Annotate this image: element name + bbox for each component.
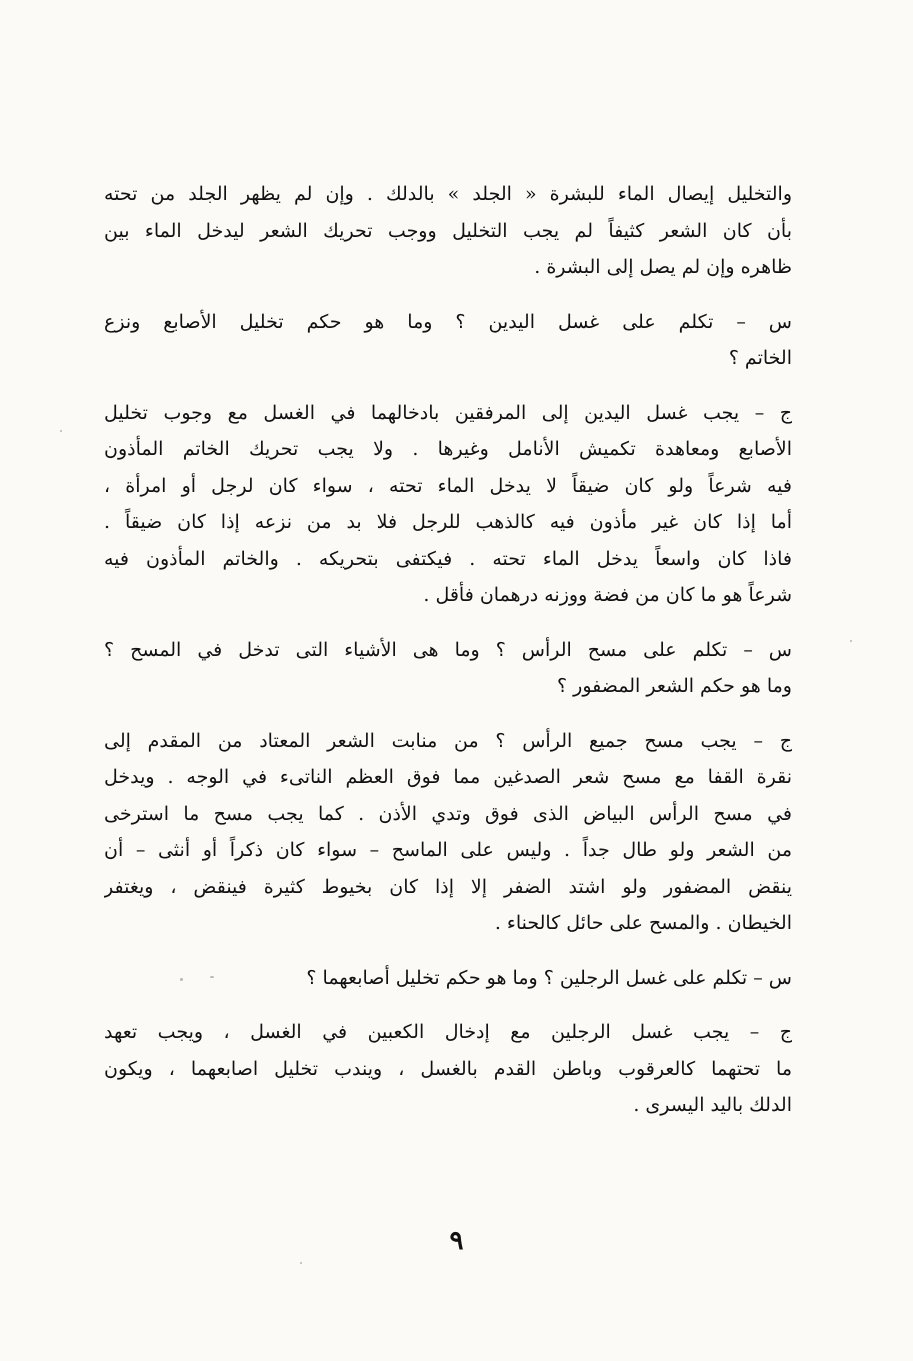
text-line: ما تحتهما كالعرقوب وباطن القدم بالغسل ، ويندب تخليل اصابعهما ، ويكون <box>104 1057 792 1080</box>
text-line: س – تكلم على مسح الرأس ؟ وما هى الأشياء التى تدخل في المسح ؟ <box>104 638 792 661</box>
text-line: ج – يجب غسل الرجلين مع إدخال الكعبين في الغسل ، ويجب تعهد <box>104 1021 792 1043</box>
page-body <box>104 176 792 1124</box>
text-line: فاذا كان واسعاً يدخل الماء تحته . فيكتفى بتحريكه . والخاتم المأذون فيه <box>104 547 792 570</box>
paper-speck <box>180 978 183 981</box>
text-line: بأن كان الشعر كثيفاً لم يجب التخليل ووجب تحريك الشعر ليدخل الماء بين <box>104 219 792 242</box>
answer-head <box>104 723 792 942</box>
paper-speck <box>850 640 852 642</box>
page-number: ٩ <box>449 1226 464 1256</box>
paper-speck <box>60 430 62 432</box>
text-line: أما إذا كان غير مأذون فيه كالذهب للرجل فلا بد من نزعه إذا كان ضيقاً . <box>104 511 792 533</box>
text-line: ينقض المضفور ولو اشتد الضفر إلا إذا كان بخيوط كثيرة فينقض ، ويغتفر <box>104 875 792 898</box>
paper-speck <box>210 976 214 978</box>
text-line: الدلك باليد اليسرى . <box>633 1094 792 1116</box>
paper-speck <box>300 1262 302 1264</box>
question-head <box>104 632 792 705</box>
text-line: س – تكلم على غسل الرجلين ؟ وما هو حكم تخليل أصابعهما ؟ <box>306 966 792 989</box>
text-line: الخيطان . والمسح على حائل كالحناء . <box>494 912 792 934</box>
text-line: والتخليل إيصال الماء للبشرة « الجلد » بالدلك . وإن لم يظهر الجلد من تحته <box>104 183 792 205</box>
text-line: من الشعر ولو طال جداً . وليس على الماسح – سواء كان ذكراً أو أنثى – أن <box>104 839 792 861</box>
text-line: في مسح الرأس البياض الذى فوق وتدي الأذن . كما يجب مسح ما استرخى <box>104 802 792 825</box>
text-line: فيه شرعاً ولو كان ضيقاً لا يدخل الماء تحته ، سواء كان لرجل أو امرأة ، <box>104 474 792 497</box>
text-line: الأصابع ومعاهدة تكميش الأنامل وغيرها . ولا يجب تحريك الخاتم المأذون <box>104 438 792 460</box>
paragraph-takhleel <box>104 176 792 286</box>
text-line: ظاهره وإن لم يصل إلى البشرة . <box>534 256 792 278</box>
answer-hands <box>104 395 792 614</box>
text-line: ج – يجب مسح جميع الرأس ؟ من منابت الشعر المعتاد من المقدم إلى <box>104 729 792 752</box>
text-line: وما هو حكم الشعر المضفور ؟ <box>557 675 792 697</box>
text-line: س – تكلم على غسل اليدين ؟ وما هو حكم تخليل الأصابع ونزع <box>104 310 792 333</box>
question-hands <box>104 304 792 377</box>
text-line: شرعاً هو ما كان من فضة ووزنه درهمان فأقل . <box>423 584 792 606</box>
text-line: الخاتم ؟ <box>728 347 792 369</box>
text-line: ج – يجب غسل اليدين إلى المرفقين بادخالهما في الغسل مع وجوب تخليل <box>104 401 792 424</box>
question-feet <box>104 960 792 997</box>
answer-feet <box>104 1014 792 1124</box>
text-line: نقرة القفا مع مسح شعر الصدغين مما فوق العظم الناتىء في الوجه . ويدخل <box>104 766 792 788</box>
